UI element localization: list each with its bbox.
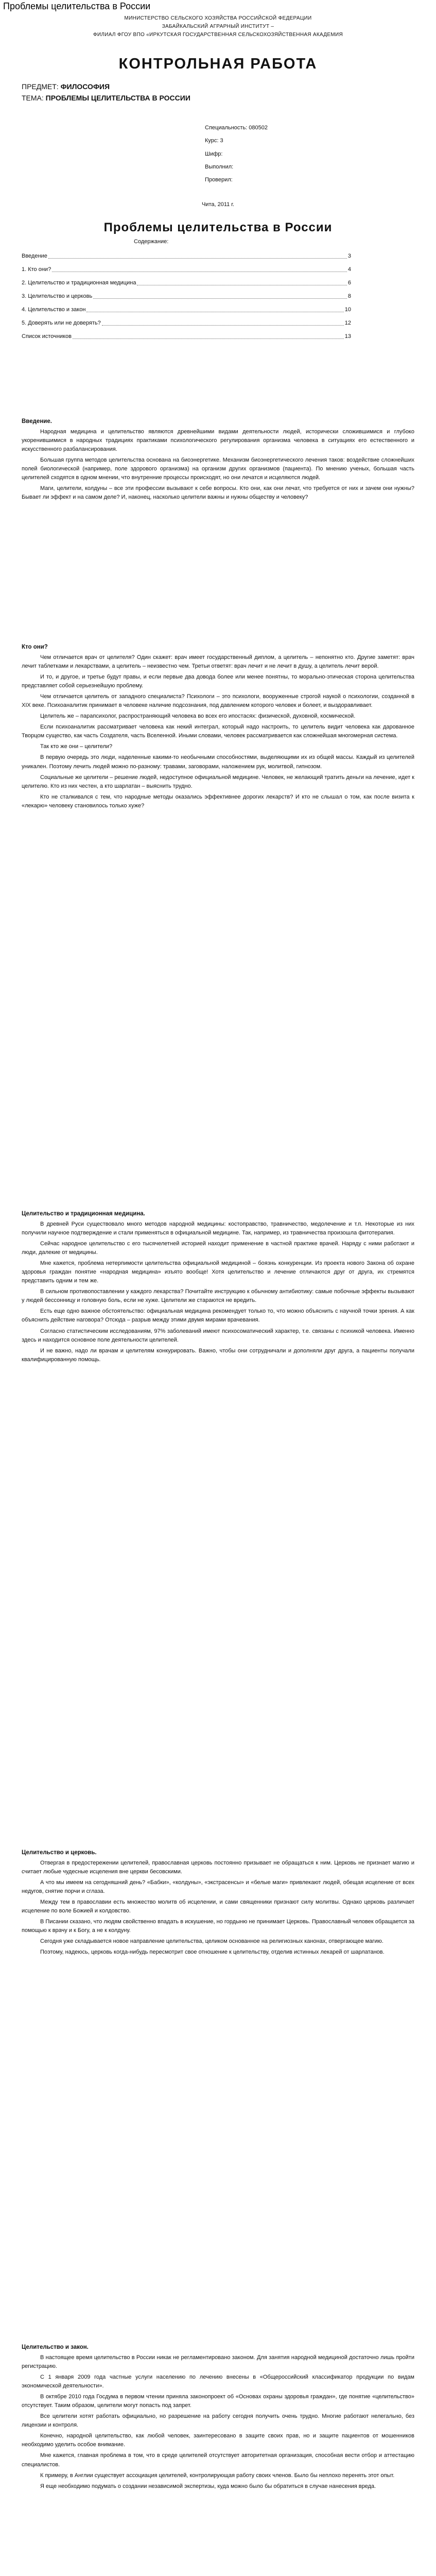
toc-item-page: 12 <box>344 320 351 326</box>
student-meta <box>205 122 268 187</box>
toc-item-page: 4 <box>347 266 351 273</box>
subject-label: ПРЕДМЕТ: <box>22 82 59 91</box>
section-paragraph: В первую очередь это люди, наделенные какими-то необычными способностями, выделяющими их из общей массы. Каждый из целителей уникален. Поэтому лечить людей можно по-разному: травами, заговорами, наложением рук, молитвой, гипнозом. <box>22 754 414 770</box>
section-paragraph: Кто не сталкивался с тем, что народные методы оказались эффективнее дорогих лекарств? И кто не слышал о том, как после визита к «лекарю» человеку становилось только хуже? <box>22 793 414 809</box>
section-paragraph: Отвергая в предостережении целителей, православная церковь постоянно призывает не обращаться к ним. Церковь не признает магию и считает любые чудесные исцеления вне церкви бесовскими. <box>22 1860 414 1875</box>
section-paragraph: Большая группа методов целительства основана на биоэнергетике. Механизм биоэнергетического лечения таков: воздействие сложнейших полей биологической (например, поле здорового организма) на организм других организмов (пациента). По мнению ученых, большая часть целителей сходятся в одном мнении, что внутренние процессы происходят, но они лечатся и исцеляются людей. <box>22 457 414 481</box>
section-paragraph: Сейчас народное целительство с его тысячелетней историей находит применение в частной практике врачей. Наряду с ними работают и люди, далекие от медицины. <box>22 1241 414 1256</box>
section-heading: Целительство и закон. <box>22 2344 89 2350</box>
toc-dots <box>73 330 344 339</box>
page-title: Проблемы целительства в России <box>3 1 151 11</box>
section-paragraph: Поэтому, надеюсь, церковь когда-нибудь пересмотрит свое отношение к целительству, отделив истинных лекарей от шарлатанов. <box>40 1949 385 1956</box>
toc-item[interactable] <box>22 316 351 330</box>
toc-item-page: 8 <box>347 293 351 299</box>
section-paragraph: В октябре 2010 года Госдума в первом чтении приняла законопроект об «Основах охраны здоровья граждан», где понятие «целительство» отсутствует. Таким образом, целители могут попасть под запрет. <box>22 2394 414 2409</box>
toc-item-page: 6 <box>347 280 351 286</box>
subject-value: ФИЛОСОФИЯ <box>60 82 110 91</box>
section <box>22 1211 414 1366</box>
section-paragraph: Между тем в православии есть множество молитв об исцелении, и сами священники признают силу молитвы. Однако церковь различает исцеление по воле Божией и колдовство. <box>22 1899 414 1914</box>
toc-dots <box>93 290 347 299</box>
table-of-contents <box>22 249 351 343</box>
section-paragraph: Мне кажется, проблема нетерпимости целительства официальной медициной – боязнь конкуренции. Из проекта нового Закона об охране здоровья граждан понятие «народная медицина» изъято вообще! Хотя целительство и лечение отличаются друг от друга, их стремятся представить одним и тем же. <box>22 1260 414 1284</box>
toc-item[interactable] <box>22 263 351 276</box>
toc-item-title: 2. Целительство и традиционная медицина <box>22 280 136 286</box>
toc-item-title: Список источников <box>22 333 72 340</box>
toc-item-title: 3. Целительство и церковь <box>22 293 93 299</box>
toc-item[interactable] <box>22 330 351 343</box>
section-paragraph: Народная медицина и целительство являются древнейшими видами деятельности людей, исторически сложившимися и глубоко укоренившимися в народных традициях практиками психологического регулирования организма человека в ситуациях его естественного и искусственного разбалансирования. <box>22 429 414 453</box>
organization-line: ЗАБАЙКАЛЬСКИЙ АГРАРНЫЙ ИНСТИТУТ – <box>162 24 274 29</box>
section-paragraph: Согласно статистическим исследованиям, 97% заболеваний имеют психосоматический характер, т.е. связаны с психикой человека. Именно здесь и находится основное поле деятельности целителей. <box>22 1328 414 1343</box>
section-paragraph: А что мы имеем на сегодняшний день? «Бабки», «колдуны», «экстрасенсы» и «белые маги» привлекают людей, обещая исцеление от всех недугов, снятие порчи и сглаза. <box>22 1879 414 1895</box>
section-paragraph: Конечно, народной целительство, как любой человек, заинтересовано в защите своих прав, но и защите пациентов от мошенников необходимо уделить особое внимание. <box>22 2433 414 2448</box>
work-type-heading: КОНТРОЛЬНАЯ РАБОТА <box>118 56 318 72</box>
section-paragraph: Есть еще одно важное обстоятельство: официальная медицина рекомендует только то, что можно объяснить с научной точки зрения. А как объяснить действие наговора? Отсюда – разрыв между этими двумя мирами врачевания. <box>22 1308 414 1324</box>
section <box>22 2344 414 2493</box>
section-paragraph: Я еще необходимо подумать о создании независимой экспертизы, куда можно было бы обратиться в случае нанесения вреда. <box>40 2483 376 2489</box>
theme-value: ПРОБЛЕМЫ ЦЕЛИТЕЛЬСТВА В РОССИИ <box>45 94 190 102</box>
toc-item[interactable] <box>22 290 351 303</box>
section-paragraph: Чем отличается врач от целителя? Один скажет: врач имеет государственный диплом, а целитель – непонятно кто. Другие заметят: врач лечит таблетками и лекарствами, а целитель – неизвестно чем. Третьи ответят: врач лечит и не лечит в душу, а целитель лечит верой. <box>22 654 414 670</box>
organization-line: МИНИСТЕРСТВО СЕЛЬСКОГО ХОЗЯЙСТВА РОССИЙСКОЙ ФЕДЕРАЦИИ <box>124 15 312 21</box>
section-paragraph: Все целители хотят работать официально, но разрешение на работу сегодня получить очень трудно. Многие работают нелегально, без лицензии и контроля. <box>22 2413 414 2429</box>
toc-item[interactable] <box>22 249 351 263</box>
section-paragraph: К примеру, в Англии существует ассоциация целителей, контролирующая работу своих членов. Было бы неплохо перенять этот опыт. <box>40 2472 395 2479</box>
meta-line: Курс: 3 <box>205 138 223 144</box>
section-paragraph: Маги, целители, колдуны – все эти профессии вызывают к себе вопросы. Кто они, как они лечат, что требуется от них и зачем они нужны? Бывает ли эффект и на самом деле? И, наконец, насколько целители важны и нужны обществу и человеку? <box>22 485 414 501</box>
meta-line: Специальность: 080502 <box>205 125 268 131</box>
toc-dots <box>102 316 344 326</box>
toc-item-title: 1. Кто они? <box>22 266 51 273</box>
section-paragraph: В Писании сказано, что людям свойственно впадать в искушение, но гордыню не принимает Церковь. Православный человек обращается за помощью к врачу и к Богу, а не к колдуну. <box>22 1919 414 1934</box>
toc-item-page: 10 <box>344 307 351 313</box>
section-paragraph: В древней Руси существовало много методов народной медицины: костоправство, травничество, медолечение и т.п. Некоторые из них получили научное подтверждение и стали применяться в официальной медицине. Так, например, из травничества произошла фитотерапия. <box>22 1221 414 1236</box>
section-paragraph: Целитель же – парапсихолог, распространяющий человека во всех его ипостасях: физической, духовной, космической. <box>40 713 356 720</box>
document-title: Проблемы целительства в России <box>103 221 333 234</box>
organization-line: ФИЛИАЛ ФГОУ ВПО «ИРКУТСКАЯ ГОСУДАРСТВЕННАЯ СЕЛЬСКОХОЗЯЙСТВЕННАЯ АКАДЕМИЯ <box>93 32 343 38</box>
section-heading: Целительство и традиционная медицина. <box>22 1211 145 1217</box>
toc-dots <box>48 249 347 259</box>
meta-line: Шифр: <box>205 150 223 157</box>
section-paragraph: Мне кажется, главная проблема в том, что в среде целителей отсутствует авторитетная организация, способная вести отбор и аттестацию специалистов. <box>22 2452 414 2468</box>
section-heading: Кто они? <box>22 644 48 650</box>
section <box>22 418 414 504</box>
section-paragraph: Социальные же целители – решение людей, недоступное официальной медицине. Человек, не желающий тратить деньги на лечение, идет к целителю. Кто из них честен, а кто шарлатан – выяснить трудно. <box>22 774 414 789</box>
toc-item[interactable] <box>22 276 351 290</box>
toc-item-title: Введение <box>22 253 47 259</box>
section <box>22 1850 414 1959</box>
meta-line: Выполнил: <box>205 163 234 170</box>
toc-item[interactable] <box>22 303 351 316</box>
contents-heading: Содержание: <box>134 239 169 245</box>
theme-line <box>22 94 190 102</box>
section-heading: Целительство и церковь. <box>22 1850 97 1856</box>
section-paragraph: С 1 января 2009 года частные услуги населению по лечению внесены в «Общероссийский классификатор продукции по видам экономической деятельности». <box>22 2374 414 2389</box>
section-paragraph: Если психоаналитик рассматривает человека как некий интеграл, который надо настроить, то целитель видит человека как дарованное Творцом существо, как часть Создателя, часть Вселенной. Иными словами, человек рассматривается как сложнейшая многомерная система. <box>22 724 414 739</box>
toc-item-title: 4. Целительство и закон <box>22 307 86 313</box>
section-paragraph: Сегодня уже складывается новое направление целительства, целиком основанное на религиозных канонах, отвергающее магию. <box>40 1938 383 1945</box>
section-paragraph: И не важно, надо ли врачам и целителям конкурировать. Важно, чтобы они сотрудничали и дополняли друг друга, а пациенты получали квалифицированную помощь. <box>22 1347 414 1363</box>
toc-dots <box>86 303 343 312</box>
section <box>22 644 414 812</box>
section-paragraph: В настоящее время целительство в России никак не регламентировано законом. Для занятия народной медициной достаточно лишь пройти регистрацию. <box>22 2354 414 2370</box>
organization-header <box>0 14 436 39</box>
section-paragraph: И то, и другое, и третье будут правы, и если первые два довода более или менее понятны, то морально-этическая сторона целительства представляет собой серьезнейшую проблему. <box>22 674 414 689</box>
meta-line: Проверил: <box>205 177 233 183</box>
subject-line <box>22 82 110 91</box>
section-paragraph: Так кто же они – целители? <box>40 743 113 750</box>
section-paragraph: Чем отличается целитель от западного специалиста? Психологи – это психологи, вооруженные строгой наукой о психологии, созданной в XIX веке. Психоаналитик принимает в человеке наличие подсознания, под давлением которого человек и болеет, и выздоравливает. <box>22 693 414 709</box>
section-heading: Введение. <box>22 418 52 425</box>
toc-dots <box>137 276 346 285</box>
city-year: Чита, 2011 г. <box>201 201 235 208</box>
section-paragraph: В сильном противопоставлении у каждого лекарства? Почитайте инструкцию к обычному антибиотику: самые побочные эффекты вызывают у людей бессонницу и головную боль, если не хуже. Целители же стараются не вредить. <box>22 1289 414 1304</box>
toc-dots <box>52 263 347 272</box>
toc-item-title: 5. Доверять или не доверять? <box>22 320 101 326</box>
toc-item-page: 13 <box>344 333 351 340</box>
toc-item-page: 3 <box>347 253 351 259</box>
theme-label: ТЕМА: <box>22 94 44 102</box>
